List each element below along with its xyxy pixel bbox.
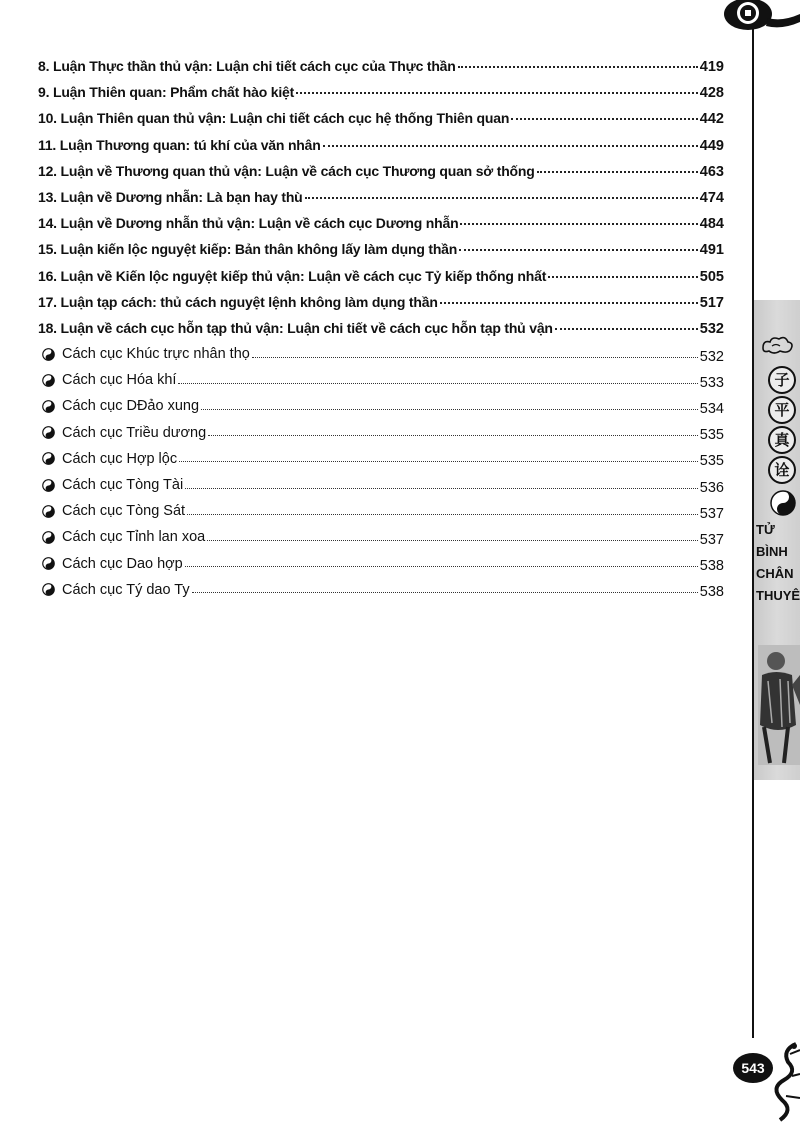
dot-leader [296, 92, 698, 94]
side-title-line-4: THUYÊ [756, 588, 800, 603]
dot-leader [511, 118, 698, 120]
toc-sub-entry-page: 533 [699, 374, 724, 391]
toc-entry-18[interactable] [38, 320, 724, 346]
toc-sub-entry-6[interactable] [38, 477, 724, 503]
dot-leader [207, 540, 698, 541]
dot-leader [305, 197, 698, 199]
dot-leader [440, 302, 698, 304]
toc-sub-entry-title: Cách cục DĐảo xung [62, 398, 200, 415]
toc-entry-page: 505 [699, 268, 724, 285]
side-title-band [754, 300, 800, 780]
toc-entry-title: 18. Luận về cách cục hỗn tạp thủ vận: Luận chi tiết về cách cục hỗn tạp thủ vận [38, 319, 553, 336]
toc-sub-entry-title: Cách cục Tòng Sát [62, 503, 186, 520]
toc-entry-13[interactable] [38, 189, 724, 215]
toc-entry-page: 442 [699, 111, 724, 128]
yin-yang-icon [42, 426, 55, 439]
dot-leader [252, 357, 698, 358]
toc-sub-entry-page: 536 [699, 479, 724, 496]
figure-illustration-icon [758, 645, 800, 765]
dragon-ornament-icon [760, 1040, 800, 1122]
toc-entry-page: 449 [699, 137, 724, 154]
toc-sub-entry-9[interactable] [38, 556, 724, 582]
toc-sub-entry-page: 535 [699, 427, 724, 444]
page-number-badge: 543 [733, 1053, 773, 1083]
yin-yang-icon [42, 452, 55, 465]
toc-sub-entry-title: Cách cục Tòng Tài [62, 477, 184, 493]
toc-sub-entry-2[interactable] [38, 372, 724, 398]
cloud-ornament-icon [760, 334, 794, 356]
side-char-2: 平 [768, 396, 796, 424]
dot-leader [459, 249, 698, 251]
yin-yang-icon [42, 348, 55, 361]
yin-yang-icon [42, 374, 55, 387]
dot-leader [323, 145, 698, 147]
toc-entry-10[interactable] [38, 110, 724, 136]
side-title-line-2: BÌNH [756, 544, 788, 559]
toc-sub-entry-title: Cách cục Hóa khí [62, 372, 177, 389]
toc-sub-entry-5[interactable] [38, 451, 724, 477]
dot-leader [178, 383, 697, 384]
toc-sub-entry-page: 537 [699, 531, 724, 548]
toc-entry-11[interactable] [38, 137, 724, 163]
toc-entry-title: 11. Luận Thương quan: tú khí của văn nhân [38, 136, 321, 153]
toc-sub-entry-3[interactable] [38, 398, 724, 424]
toc-entry-page: 419 [699, 59, 724, 75]
toc-entry-title: 8. Luận Thực thần thủ vận: Luận chi tiết cách cục của Thực thần [38, 58, 456, 74]
dot-leader [208, 435, 698, 436]
toc-sub-entry-title: Cách cục Khúc trực nhân thọ [62, 346, 250, 363]
dot-leader [192, 592, 698, 593]
toc-sub-entry-title: Cách cục Hợp lộc [62, 450, 178, 467]
side-yin-yang-icon [770, 490, 796, 516]
toc-sub-entry-page: 534 [699, 400, 724, 417]
side-title-line-1: TỬ [756, 522, 775, 537]
toc-entry-17[interactable] [38, 294, 724, 320]
toc-entry-title: 15. Luận kiến lộc nguyệt kiếp: Bản thân không lấy làm dụng thần [38, 241, 458, 258]
toc-sub-entry-7[interactable] [38, 503, 724, 529]
table-of-contents [38, 58, 724, 608]
toc-entry-page: 484 [699, 216, 724, 233]
yin-yang-icon [42, 583, 55, 596]
toc-sub-entry-10[interactable] [38, 582, 724, 608]
toc-sub-entry-page: 537 [699, 505, 724, 522]
toc-entry-8[interactable] [38, 58, 724, 84]
dot-leader [201, 409, 698, 410]
toc-entry-page: 428 [699, 85, 724, 102]
toc-entry-title: 9. Luận Thiên quan: Phẩm chất hào kiệt [38, 84, 295, 101]
dot-leader [548, 276, 698, 278]
side-title-line-3: CHÂN [756, 566, 794, 581]
toc-entry-page: 532 [699, 320, 724, 337]
toc-entry-title: 10. Luận Thiên quan thủ vận: Luận chi tiết cách cục hệ thống Thiên quan [38, 110, 510, 127]
toc-entry-16[interactable] [38, 268, 724, 294]
dot-leader [185, 488, 698, 489]
toc-sub-entry-1[interactable] [38, 346, 724, 372]
corner-coin-emblem-icon [722, 0, 800, 42]
toc-entry-12[interactable] [38, 163, 724, 189]
toc-entry-9[interactable] [38, 84, 724, 110]
dot-leader [458, 66, 698, 68]
toc-entry-15[interactable] [38, 241, 724, 267]
toc-sub-entry-8[interactable] [38, 529, 724, 555]
toc-sub-entry-page: 535 [699, 453, 724, 470]
toc-sub-entry-page: 538 [699, 558, 724, 575]
toc-entry-page: 491 [699, 242, 724, 259]
toc-sub-entry-4[interactable] [38, 425, 724, 451]
toc-entry-page: 517 [699, 294, 724, 311]
side-char-4: 诠 [768, 456, 796, 484]
dot-leader [460, 223, 697, 225]
yin-yang-icon [42, 531, 55, 544]
toc-entry-title: 13. Luận về Dương nhẫn: Là bạn hay thù [38, 188, 303, 205]
toc-entry-14[interactable] [38, 215, 724, 241]
dot-leader [187, 514, 698, 515]
dot-leader [185, 566, 698, 567]
toc-sub-entry-title: Cách cục Triều dương [62, 424, 207, 441]
toc-entry-title: 12. Luận về Thương quan thủ vận: Luận về cách cục Thương quan sở thống [38, 162, 535, 179]
yin-yang-icon [42, 400, 55, 413]
toc-entry-title: 14. Luận về Dương nhẫn thủ vận: Luận về cách cục Dương nhẫn [38, 215, 459, 232]
yin-yang-icon [42, 557, 55, 570]
toc-entry-page: 474 [699, 189, 724, 206]
toc-sub-entry-page: 538 [699, 584, 724, 601]
side-char-3: 真 [768, 426, 796, 454]
toc-entry-title: 16. Luận về Kiến lộc nguyệt kiếp thủ vận: Luận về cách cục Tỷ kiếp thống nhất [38, 267, 547, 284]
toc-sub-entry-title: Cách cục Tý dao Ty [62, 581, 190, 598]
yin-yang-icon [42, 479, 55, 492]
toc-sub-entry-title: Cách cục Tỉnh lan xoa [62, 529, 206, 546]
dot-leader [555, 328, 698, 330]
toc-sub-entry-page: 532 [699, 348, 724, 365]
yin-yang-icon [42, 505, 55, 518]
toc-sub-entry-title: Cách cục Dao hợp [62, 555, 183, 572]
dot-leader [179, 461, 698, 462]
toc-entry-title: 17. Luận tạp cách: thủ cách nguyệt lệnh không làm dụng thần [38, 293, 438, 310]
toc-entry-page: 463 [699, 163, 724, 180]
side-char-1: 子 [768, 366, 796, 394]
dot-leader [537, 171, 698, 173]
